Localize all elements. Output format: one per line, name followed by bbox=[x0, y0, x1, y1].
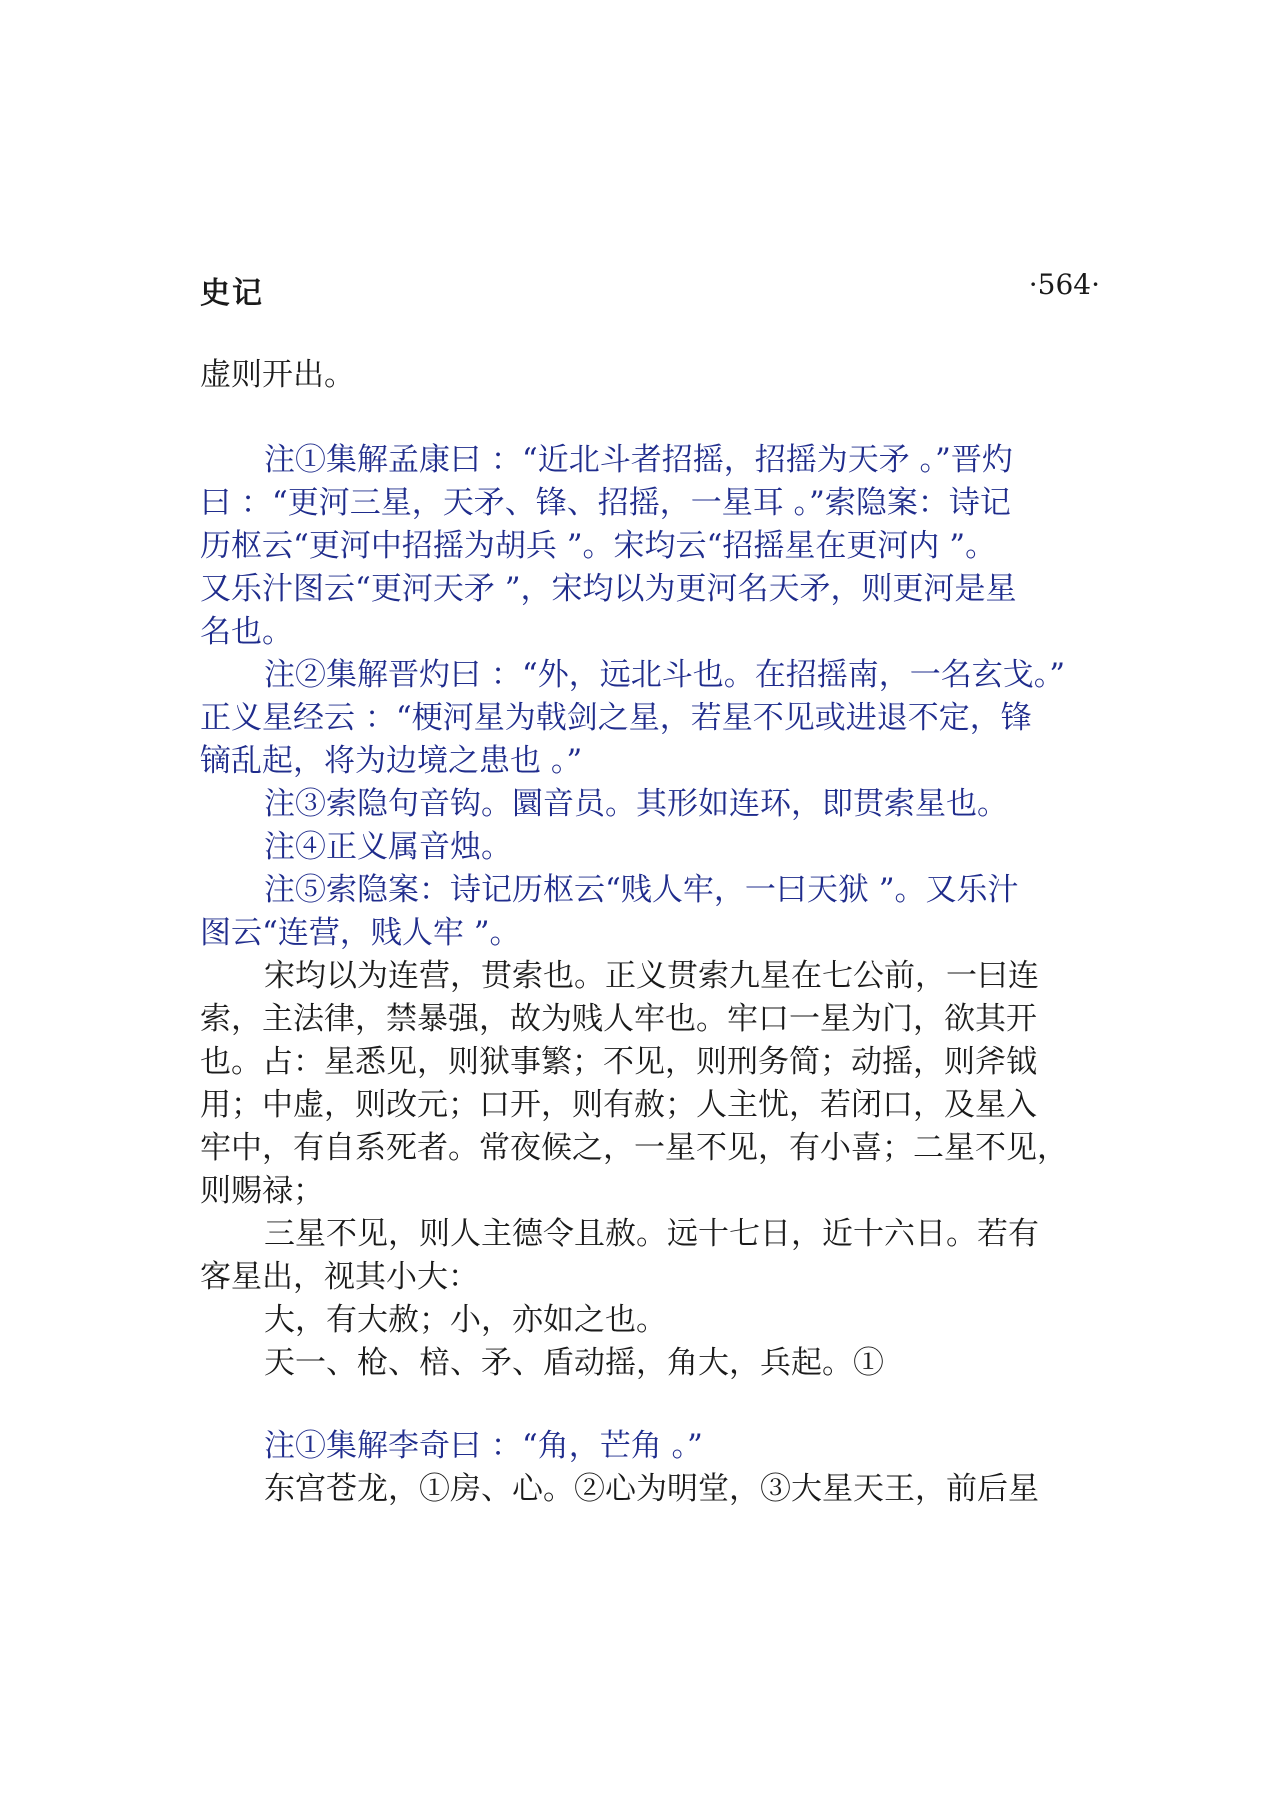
annotation-line: 镝乱起，将为边境之患也 。” bbox=[200, 743, 583, 779]
annotation-line: 又乐汁图云“更河天矛 ”，宋均以为更河名天矛，则更河是星 bbox=[200, 571, 1017, 607]
annotation-line: 名也。 bbox=[200, 614, 293, 650]
annotation-line: 正义星经云 ：“梗河星为戟剑之星，若星不见或进退不定，锋 bbox=[200, 700, 1032, 736]
text-line: 则赐禄； bbox=[200, 1173, 324, 1209]
annotation-line: 注③索隐句音钩。圜音员。其形如连环，即贯索星也。 bbox=[264, 786, 1008, 822]
text-line: 索，主法律，禁暴强，故为贱人牢也。牢口一星为门，欲其开 bbox=[200, 1001, 1037, 1037]
text-line: 大，有大赦；小，亦如之也。 bbox=[264, 1302, 667, 1338]
text-line: 东宫苍龙，①房、心。②心为明堂，③大星天王，前后星 bbox=[264, 1471, 1039, 1507]
book-title: 史记 bbox=[200, 276, 264, 311]
text-line: 天一、枪、棓、矛、盾动摇，角大，兵起。① bbox=[264, 1345, 884, 1381]
text-line: 虚则开出。 bbox=[200, 357, 355, 393]
text-line: 用；中虚，则改元；口开，则有赦；人主忧，若闭口，及星入 bbox=[200, 1087, 1037, 1123]
paragraph-gap bbox=[200, 1385, 1100, 1425]
text-line: 客星出，视其小大： bbox=[200, 1259, 479, 1295]
annotation-line: 历枢云“更河中招摇为胡兵 ”。宋均云“招摇星在更河内 ”。 bbox=[200, 528, 997, 564]
text-line: 宋均以为连营，贯索也。正义贯索九星在七公前，一曰连 bbox=[264, 958, 1039, 994]
paragraph-gap bbox=[200, 397, 1100, 439]
annotation-line: 注⑤索隐案：诗记历枢云“贱人牢，一曰天狱 ”。又乐汁 bbox=[264, 872, 1019, 908]
running-head bbox=[200, 268, 1100, 311]
text-line: 牢中，有自系死者。常夜候之，一星不见，有小喜；二星不见， bbox=[200, 1130, 1068, 1166]
annotation-line: 注②集解晋灼曰 ：“外，远北斗也。在招摇南，一名玄戈。” bbox=[264, 657, 1066, 693]
text-line: 也。占：星悉见，则狱事繁；不见，则刑务简；动摇，则斧钺 bbox=[200, 1044, 1037, 1080]
annotation-line: 注①集解李奇曰 ：“角，芒角 。” bbox=[264, 1428, 703, 1464]
body-text bbox=[200, 354, 1100, 1511]
text-line: 三星不见，则人主德令且赦。远十七日，近十六日。若有 bbox=[264, 1216, 1039, 1252]
page-number: ·564· bbox=[1028, 268, 1100, 301]
annotation-line: 注④正义属音烛。 bbox=[264, 829, 512, 865]
annotation-line: 图云“连营，贱人牢 ”。 bbox=[200, 915, 521, 951]
annotation-line: 注①集解孟康曰 ：“近北斗者招摇，招摇为天矛 。”晋灼 bbox=[264, 442, 1013, 478]
annotation-line: 曰 ：“更河三星，天矛、锋、招摇，一星耳 。”索隐案：诗记 bbox=[200, 485, 1011, 521]
